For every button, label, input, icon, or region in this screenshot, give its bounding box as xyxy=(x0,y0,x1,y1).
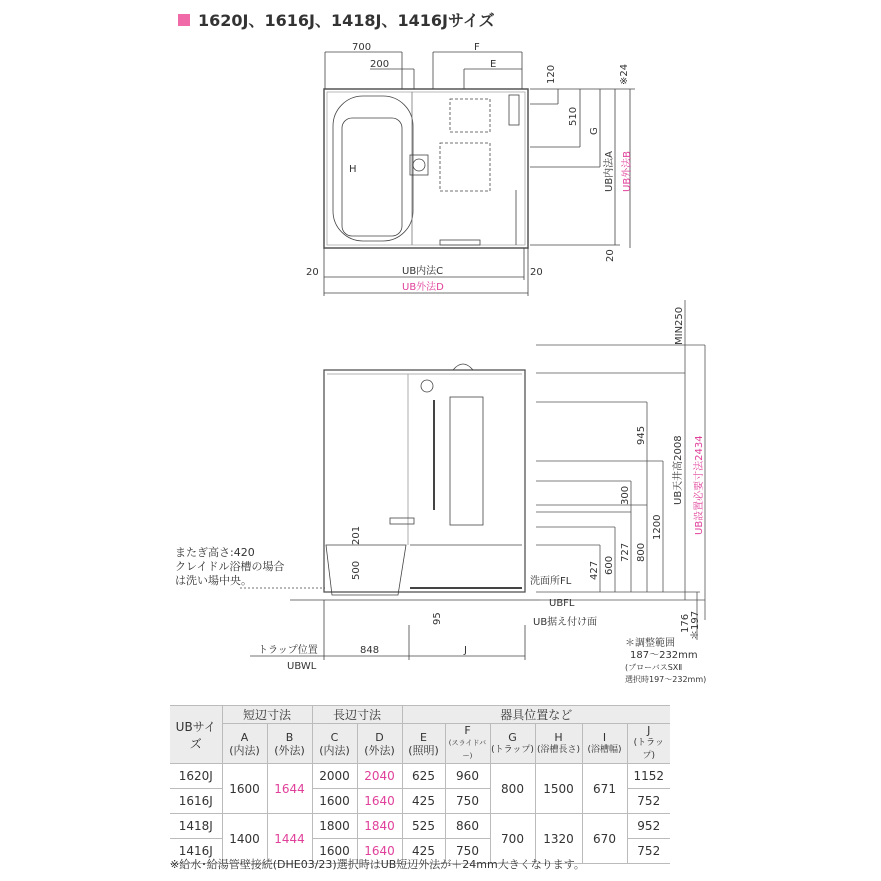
dim-24-note: ※24 xyxy=(619,63,630,85)
dim-120: 120 xyxy=(546,64,557,84)
cell-size: 1620J xyxy=(170,764,222,789)
label-trap-position: トラップ位置 xyxy=(258,645,318,656)
header-col: A (内法) xyxy=(222,724,267,764)
table-header-row xyxy=(170,724,670,764)
cell-d: 1640 xyxy=(357,839,402,864)
header-col: D (外法) xyxy=(357,724,402,764)
cell-i: 670 xyxy=(582,814,627,864)
dim-h: H xyxy=(349,164,357,175)
cell-e: 425 xyxy=(402,789,445,814)
table-header-row xyxy=(170,706,670,724)
cell-size: 1616J xyxy=(170,789,222,814)
elevation-view xyxy=(240,300,705,672)
dim-945: 945 xyxy=(636,425,647,445)
header-short-side: 短辺寸法 xyxy=(222,706,312,724)
header-col: I (浴槽幅) xyxy=(582,724,627,764)
light-position xyxy=(450,99,490,132)
cell-f: 960 xyxy=(445,764,490,789)
header-col: C (内法) xyxy=(312,724,357,764)
adjust-note-line: (ブローバスSXⅡ xyxy=(625,663,683,672)
cell-g: 800 xyxy=(490,764,535,814)
cell-b: 1644 xyxy=(267,764,312,814)
cell-i: 671 xyxy=(582,764,627,814)
header-col: B (外法) xyxy=(267,724,312,764)
table-row xyxy=(170,814,670,839)
header-col: F (スライドバー) xyxy=(445,724,490,764)
dim-510: 510 xyxy=(568,106,579,126)
cell-d: 1840 xyxy=(357,814,402,839)
dim-ub-inner-a: UB内法A xyxy=(604,150,615,192)
straddle-note xyxy=(175,546,284,588)
dim-600: 600 xyxy=(604,555,615,575)
cell-f: 750 xyxy=(445,789,490,814)
door-frame xyxy=(440,240,480,245)
cell-c: 1800 xyxy=(312,814,357,839)
straddle-note-line: またぎ高さ:420 xyxy=(175,546,255,559)
cell-a: 1600 xyxy=(222,764,267,814)
dim-176: 176 xyxy=(680,613,691,633)
cell-c: 1600 xyxy=(312,789,357,814)
header-ub-size: UBサイズ xyxy=(170,706,222,764)
plan-view xyxy=(306,42,635,296)
dim-427: 427 xyxy=(589,560,600,580)
dim-500: 500 xyxy=(351,560,362,580)
dim-1200: 1200 xyxy=(652,514,663,540)
dim-727: 727 xyxy=(620,542,631,562)
size-table xyxy=(170,705,670,864)
dim-install-required: UB設置必要寸法2434 xyxy=(694,435,705,535)
cell-e: 525 xyxy=(402,814,445,839)
header-col: G (トラップ) xyxy=(490,724,535,764)
cell-f: 860 xyxy=(445,814,490,839)
label-ubwl: UBWL xyxy=(287,661,317,672)
cell-f: 750 xyxy=(445,839,490,864)
elevation-room xyxy=(324,370,525,592)
dim-ub-outer-d: UB外法D xyxy=(402,282,444,293)
dim-201: 201 xyxy=(351,525,362,545)
cell-j: 952 xyxy=(627,814,670,839)
dim-200: 200 xyxy=(370,59,390,70)
header-long-side: 長辺寸法 xyxy=(312,706,402,724)
cell-j: 1152 xyxy=(627,764,670,789)
table-footnote: ※給水･給湯管壁接続(DHE03/23)選択時はUB短辺外法が＋24mm大きくなります。 xyxy=(170,858,585,871)
dim-ub-inner-c: UB内法C xyxy=(402,266,444,277)
cell-e: 625 xyxy=(402,764,445,789)
cell-size: 1418J xyxy=(170,814,222,839)
label-ubfl: UBFL xyxy=(549,598,575,609)
shelf xyxy=(509,95,519,125)
dim-g: G xyxy=(589,127,600,135)
header-col: E (照明) xyxy=(402,724,445,764)
dim-700: 700 xyxy=(352,42,372,53)
cell-j: 752 xyxy=(627,789,670,814)
straddle-note-line: は洗い場中央。 xyxy=(175,574,252,587)
cell-size: 1416J xyxy=(170,839,222,864)
cell-a: 1400 xyxy=(222,814,267,864)
dim-20-bottom: 20 xyxy=(605,249,616,262)
cell-b: 1444 xyxy=(267,814,312,864)
dim-20-right: 20 xyxy=(530,267,543,278)
dim-min250: MIN250 xyxy=(674,306,685,345)
plan-inner-wall xyxy=(327,92,525,245)
ceiling-light xyxy=(453,364,473,370)
dim-848: 848 xyxy=(360,645,380,656)
cell-d: 2040 xyxy=(357,764,402,789)
cell-h: 1500 xyxy=(535,764,582,814)
cell-h: 1320 xyxy=(535,814,582,864)
light-position xyxy=(440,143,490,191)
cell-c: 1600 xyxy=(312,839,357,864)
header-fixture-position: 器具位置など xyxy=(402,706,670,724)
adjust-note-line: 187〜232mm xyxy=(630,650,698,661)
dim-20-left: 20 xyxy=(306,267,319,278)
dim-800: 800 xyxy=(636,542,647,562)
dim-j: J xyxy=(464,645,467,656)
straddle-note-line: クレイドル浴槽の場合 xyxy=(175,560,285,573)
header-col: H (浴槽長さ) xyxy=(535,724,582,764)
cell-g: 700 xyxy=(490,814,535,864)
dim-95: 95 xyxy=(432,612,443,625)
dim-f: F xyxy=(474,42,480,53)
label-washroom-fl: 洗面所FL xyxy=(530,576,572,587)
cell-e: 425 xyxy=(402,839,445,864)
adjust-note-line: 選択時197〜232mm) xyxy=(625,675,707,684)
dim-e: E xyxy=(490,59,497,70)
title-text: 1620J、1616J、1418J、1416Jサイズ xyxy=(198,11,495,30)
dim-197: ＊197 xyxy=(690,610,701,640)
table-row xyxy=(170,764,670,789)
bathtub-basin xyxy=(342,118,402,236)
shower-head-icon xyxy=(421,380,433,392)
adjust-range-note xyxy=(625,638,706,686)
dim-300: 300 xyxy=(620,485,631,505)
dim-ceiling-height: UB天井高2008 xyxy=(673,435,684,505)
adjust-note-line: ＊調整範囲 xyxy=(625,638,675,649)
header-col: J (トラップ) xyxy=(627,724,670,764)
bathtub-elevation xyxy=(326,545,406,595)
dim-ub-outer-b: UB外法B xyxy=(622,150,633,192)
cell-j: 752 xyxy=(627,839,670,864)
faucet xyxy=(390,518,414,524)
cell-d: 1640 xyxy=(357,789,402,814)
cell-c: 2000 xyxy=(312,764,357,789)
mirror xyxy=(450,397,483,525)
label-install-face: UB据え付け面 xyxy=(533,617,598,628)
